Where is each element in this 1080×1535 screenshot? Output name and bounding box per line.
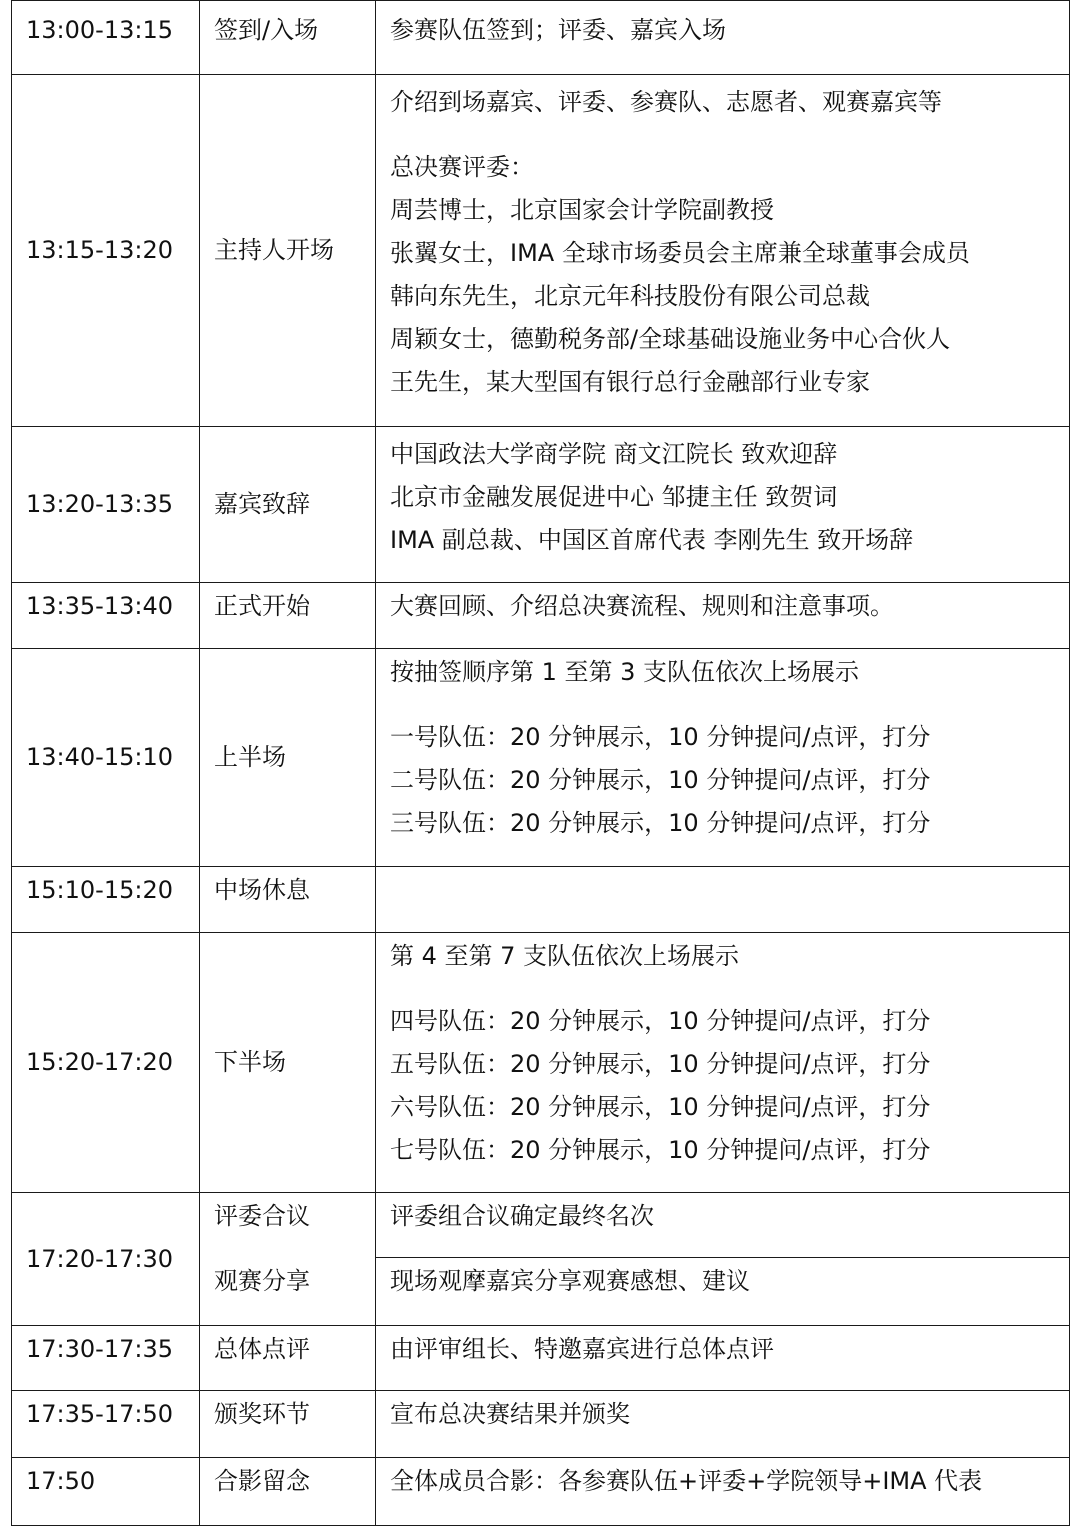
session-cell: 颁奖环节	[200, 1391, 376, 1458]
detail-line: 周颖女士，德勤税务部/全球基础设施业务中心合伙人	[390, 325, 951, 353]
detail-cell	[376, 867, 1070, 933]
detail-line: 按抽签顺序第 1 至第 3 支队伍依次上场展示	[390, 658, 860, 686]
time-cell: 13:20-13:35	[12, 427, 200, 583]
session-cell: 中场休息	[200, 867, 376, 933]
detail-line: 张翼女士，IMA 全球市场委员会主席兼全球董事会成员	[390, 239, 970, 267]
session-cell: 总体点评	[200, 1326, 376, 1391]
detail-line: 王先生，某大型国有银行总行金融部行业专家	[390, 368, 870, 396]
detail-line: IMA 副总裁、中国区首席代表 李刚先生 致开场辞	[390, 526, 914, 554]
detail-line: 总决赛评委：	[390, 153, 534, 181]
detail-cell	[376, 75, 1070, 427]
detail-line: 五号队伍：20 分钟展示，10 分钟提问/点评，打分	[390, 1050, 931, 1078]
detail-line: 韩向东先生，北京元年科技股份有限公司总裁	[390, 282, 870, 310]
time-cell: 17:30-17:35	[12, 1326, 200, 1391]
time-cell: 15:20-17:20	[12, 933, 200, 1193]
schedule-row	[12, 1193, 1070, 1258]
detail-line: 中国政法大学商学院 商文江院长 致欢迎辞	[390, 440, 838, 468]
time-cell: 13:35-13:40	[12, 583, 200, 649]
detail-cell	[376, 649, 1070, 867]
schedule-row	[12, 867, 1070, 933]
detail-line: 三号队伍：20 分钟展示，10 分钟提问/点评，打分	[390, 809, 931, 837]
schedule-row	[12, 75, 1070, 427]
session-line: 评委合议	[214, 1202, 310, 1230]
schedule-row	[12, 1, 1070, 75]
time-cell: 17:50	[12, 1458, 200, 1526]
detail-line: 北京市金融发展促进中心 邹捷主任 致贺词	[390, 483, 838, 511]
detail-cell	[376, 933, 1070, 1193]
session-cell: 合影留念	[200, 1458, 376, 1526]
session-cell: 签到/入场	[200, 1, 376, 75]
time-cell: 17:20-17:30	[12, 1193, 200, 1326]
session-cell: 正式开始	[200, 583, 376, 649]
time-cell: 17:35-17:50	[12, 1391, 200, 1458]
session-cell: 下半场	[200, 933, 376, 1193]
schedule-row	[12, 1326, 1070, 1391]
detail-line: 大赛回顾、介绍总决赛流程、规则和注意事项。	[390, 592, 894, 620]
detail-line: 现场观摩嘉宾分享观赛感想、建议	[390, 1267, 750, 1295]
time-cell: 13:15-13:20	[12, 75, 200, 427]
detail-cell	[376, 1326, 1070, 1391]
detail-line: 四号队伍：20 分钟展示，10 分钟提问/点评，打分	[390, 1007, 931, 1035]
session-cell: 主持人开场	[200, 75, 376, 427]
time-cell: 13:00-13:15	[12, 1, 200, 75]
detail-line: 六号队伍：20 分钟展示，10 分钟提问/点评，打分	[390, 1093, 931, 1121]
session-cell	[200, 1193, 376, 1326]
detail-line: 全体成员合影：各参赛队伍+评委+学院领导+IMA 代表	[390, 1467, 983, 1495]
session-cell: 嘉宾致辞	[200, 427, 376, 583]
time-cell: 13:40-15:10	[12, 649, 200, 867]
detail-line: 一号队伍：20 分钟展示，10 分钟提问/点评，打分	[390, 723, 931, 751]
detail-line: 由评审组长、特邀嘉宾进行总体点评	[390, 1335, 774, 1363]
session-line: 观赛分享	[214, 1267, 310, 1295]
detail-line: 周芸博士，北京国家会计学院副教授	[390, 196, 774, 224]
detail-line: 宣布总决赛结果并颁奖	[390, 1400, 630, 1428]
schedule-row	[12, 583, 1070, 649]
detail-line: 介绍到场嘉宾、评委、参赛队、志愿者、观赛嘉宾等	[390, 88, 942, 116]
detail-line: 评委组合议确定最终名次	[390, 1202, 654, 1230]
detail-cell	[376, 1193, 1070, 1258]
schedule-row	[12, 649, 1070, 867]
schedule-table	[11, 0, 1070, 1526]
detail-line: 第 4 至第 7 支队伍依次上场展示	[390, 942, 740, 970]
detail-cell	[376, 1458, 1070, 1526]
detail-cell	[376, 427, 1070, 583]
detail-cell	[376, 1391, 1070, 1458]
schedule-row	[12, 1458, 1070, 1526]
schedule-row	[12, 1391, 1070, 1458]
time-cell: 15:10-15:20	[12, 867, 200, 933]
schedule-row	[12, 427, 1070, 583]
detail-line: 七号队伍：20 分钟展示，10 分钟提问/点评，打分	[390, 1136, 931, 1164]
detail-cell	[376, 583, 1070, 649]
detail-line: 二号队伍：20 分钟展示，10 分钟提问/点评，打分	[390, 766, 931, 794]
detail-line: 参赛队伍签到；评委、嘉宾入场	[390, 16, 726, 44]
detail-cell	[376, 1258, 1070, 1326]
schedule-row	[12, 933, 1070, 1193]
session-cell: 上半场	[200, 649, 376, 867]
detail-cell	[376, 1, 1070, 75]
